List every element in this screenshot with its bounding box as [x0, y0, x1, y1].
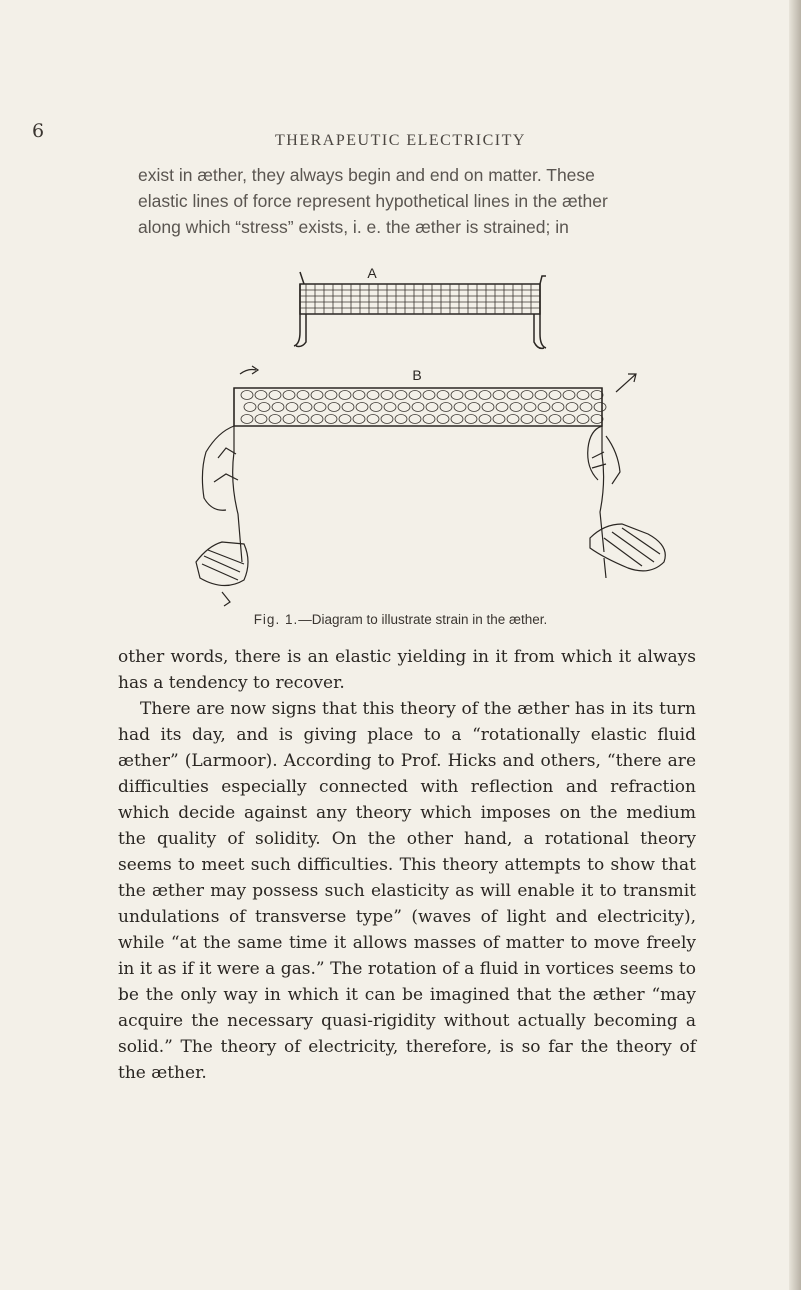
grid-cell	[426, 403, 438, 412]
label-a: A	[367, 265, 377, 281]
grid-cell	[325, 415, 337, 424]
grid-cell	[297, 391, 309, 400]
grid-cell	[552, 403, 564, 412]
grid-cell	[283, 415, 295, 424]
grid-cell	[381, 391, 393, 400]
grid-cell	[342, 403, 354, 412]
grid-cell	[339, 415, 351, 424]
grid-cell	[314, 403, 326, 412]
grid-cell	[241, 415, 253, 424]
grid-cell	[451, 415, 463, 424]
grid-cell	[538, 403, 550, 412]
grid-cell	[255, 391, 267, 400]
hook-left-a	[294, 272, 306, 347]
grid-cell	[339, 391, 351, 400]
grid-cell	[286, 403, 298, 412]
grid-cell	[356, 403, 368, 412]
grid-cell	[521, 415, 533, 424]
grid-cell	[496, 403, 508, 412]
grid-cell	[566, 403, 578, 412]
grid-cell	[398, 403, 410, 412]
grid-cell	[311, 391, 323, 400]
figure-caption-text: —Diagram to illustrate strain in the æther.	[298, 612, 548, 627]
grid-cell	[409, 391, 421, 400]
grid-cell	[328, 403, 340, 412]
page-edge	[789, 0, 801, 1290]
grid-cell	[440, 403, 452, 412]
aether-strain-diagram	[160, 262, 720, 622]
label-b: B	[412, 367, 422, 383]
text-line: elastic lines of force represent hypothetical lines in the æther	[138, 191, 608, 211]
grid-cell	[479, 391, 491, 400]
diagram-a	[294, 265, 546, 348]
arrow-right	[616, 374, 636, 392]
grid-cell	[437, 391, 449, 400]
grid-cell	[482, 403, 494, 412]
grid-cell	[465, 391, 477, 400]
grid-cell	[465, 415, 477, 424]
grid-cell	[412, 403, 424, 412]
grid-cell	[353, 415, 365, 424]
grid-cell	[510, 403, 522, 412]
grid-cell	[272, 403, 284, 412]
hand-left	[196, 388, 248, 606]
figure-caption	[0, 612, 801, 627]
grid-cell	[283, 391, 295, 400]
grid-cell	[437, 415, 449, 424]
grid-cell	[325, 391, 337, 400]
grid-cell	[591, 391, 603, 400]
grid-cell	[549, 391, 561, 400]
grid-cell	[507, 391, 519, 400]
grid-cell	[577, 415, 589, 424]
grid-cell	[395, 415, 407, 424]
text-line: along which “stress” exists, i. e. the æther is strained; in	[138, 217, 569, 237]
grid-cell	[353, 391, 365, 400]
grid-cell	[591, 415, 603, 424]
grid-cell	[370, 403, 382, 412]
paragraph: other words, there is an elastic yielding in it from which it always has a tendency to recover.	[118, 647, 696, 693]
arrow-left	[240, 366, 258, 374]
grid-cell	[563, 391, 575, 400]
running-head: THERAPEUTIC ELECTRICITY	[275, 132, 526, 149]
grid-cell	[521, 391, 533, 400]
grid-cell	[535, 391, 547, 400]
page-number: 6	[32, 120, 45, 142]
grid-cell	[479, 415, 491, 424]
grid-cell	[535, 415, 547, 424]
grid-cell	[549, 415, 561, 424]
figure-label: Fig. 1.	[253, 612, 299, 627]
hook-right-a	[534, 276, 546, 348]
grid-cell	[244, 403, 256, 412]
body-text	[118, 644, 696, 1086]
grid-cell	[423, 391, 435, 400]
grid-cell	[451, 391, 463, 400]
hand-right	[588, 388, 666, 578]
grid-cell	[300, 403, 312, 412]
grid-cell	[367, 415, 379, 424]
grid-cell	[580, 403, 592, 412]
grid-cells-b	[241, 391, 606, 424]
grid-verticals-a	[306, 284, 531, 314]
grid-cell	[241, 391, 253, 400]
grid-cell	[507, 415, 519, 424]
grid-cell	[423, 415, 435, 424]
grid-cell	[395, 391, 407, 400]
paragraph: There are now signs that this theory of the æther has in its turn had its day, and is giving place to a “rotationally elastic fluid æther” (Larmoor). According to Prof. Hicks and others, “there are difficulties especially connected with reflection and refraction which decide against any theory which imposes on the medium the quality of solidity. On the other hand, a rotational theory seems to meet such difficulties. This theory attempts to show that the æther may possess such elasticity as will enable it to transmit undulations of transverse type” (waves of light and electricity), while “at the same time it allows masses of matter to move freely in it as if it were a gas.” The rotation of a fluid in vortices seems to be the only way in which it can be imagined that the æther “may acquire the necessary quasi-rigidity without actually becoming a solid.” The theory of electricity, therefore, is so far the theory of the æther.	[118, 699, 696, 1083]
grid-cell	[381, 415, 393, 424]
grid-cell	[384, 403, 396, 412]
grid-cell	[493, 415, 505, 424]
grid-cell	[594, 403, 606, 412]
grid-cell	[258, 403, 270, 412]
grid-cell	[311, 415, 323, 424]
diagram-b	[196, 366, 665, 606]
top-paragraph	[138, 162, 698, 240]
grid-cell	[255, 415, 267, 424]
text-line: exist in æther, they always begin and end on matter. These	[138, 165, 595, 185]
grid-cell	[524, 403, 536, 412]
grid-cell	[269, 391, 281, 400]
grid-cell	[297, 415, 309, 424]
grid-cell	[269, 415, 281, 424]
grid-cell	[367, 391, 379, 400]
grid-cell	[454, 403, 466, 412]
grid-cell	[409, 415, 421, 424]
grid-cell	[563, 415, 575, 424]
grid-cell	[493, 391, 505, 400]
grid-cell	[577, 391, 589, 400]
grid-cell	[468, 403, 480, 412]
